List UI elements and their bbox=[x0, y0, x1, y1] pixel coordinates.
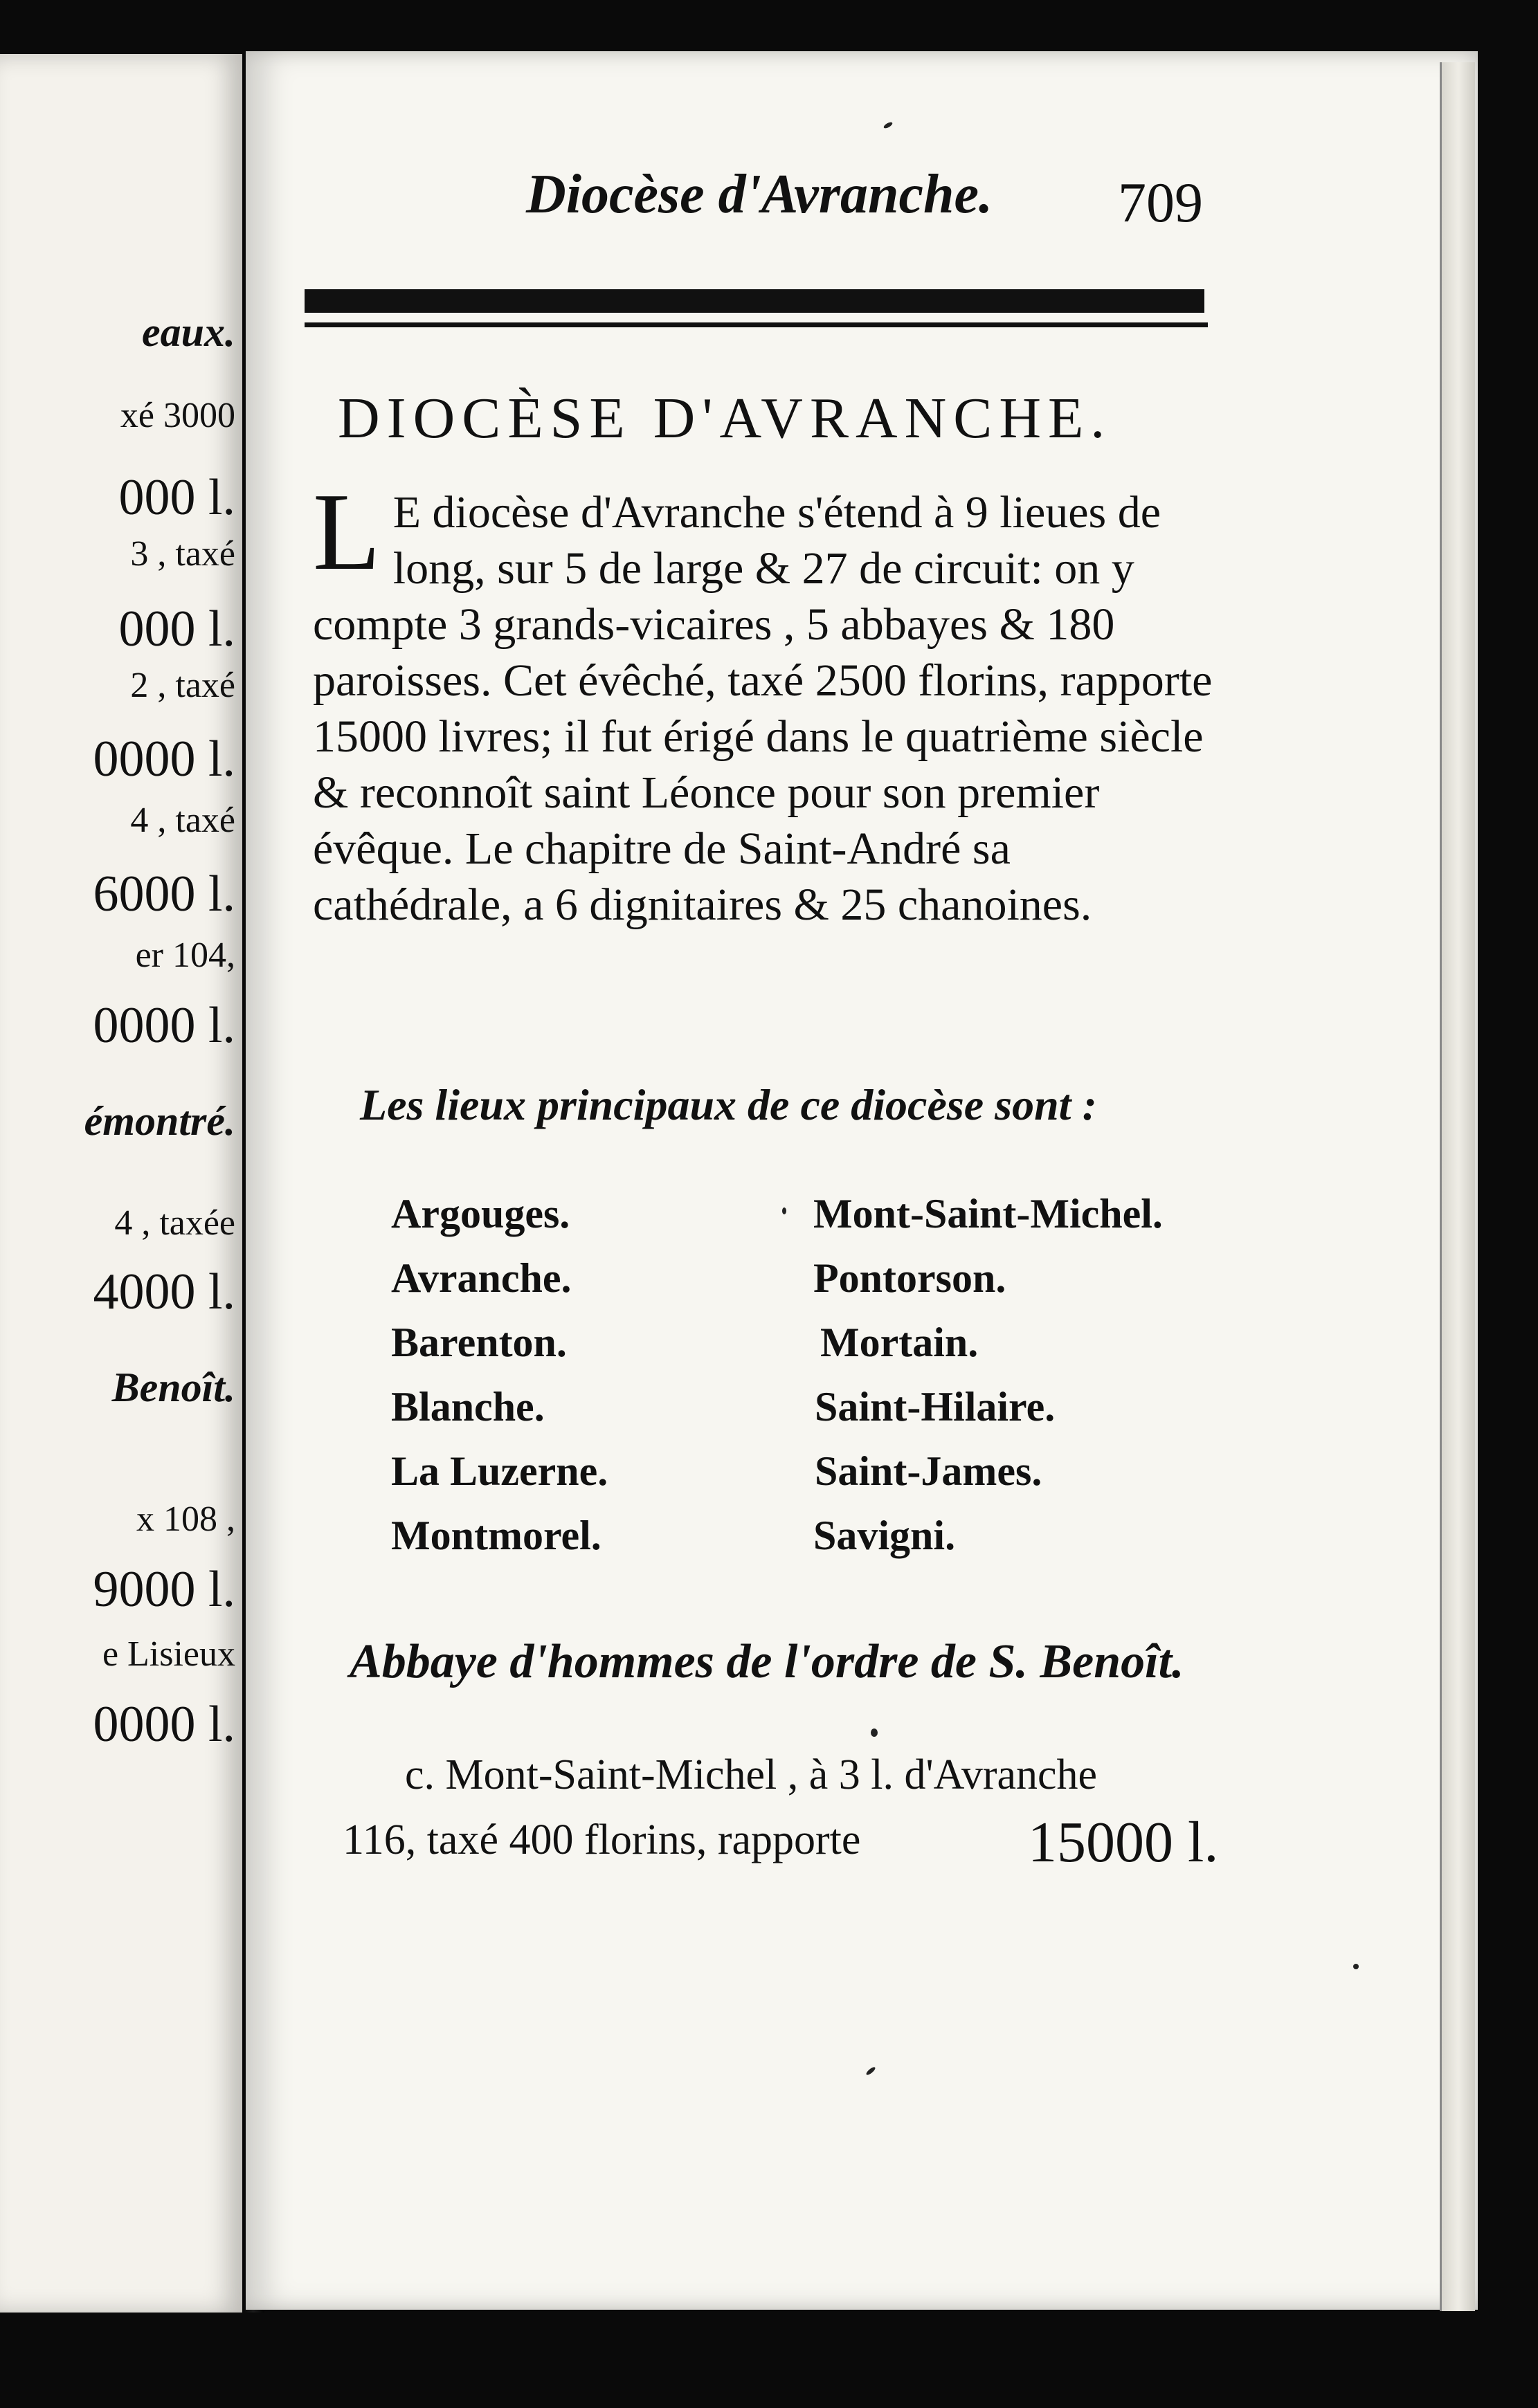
place-right-5: Saint-James. bbox=[815, 1448, 1042, 1494]
place-left-3: Barenton. bbox=[391, 1320, 567, 1365]
place-right-2: Pontorson. bbox=[813, 1255, 1006, 1301]
place-left-2: Avranche. bbox=[391, 1255, 572, 1301]
left-page-line: 0000 l. bbox=[93, 1696, 235, 1753]
left-page-line: 0000 l. bbox=[93, 731, 235, 787]
left-page-line: 4000 l. bbox=[93, 1264, 235, 1320]
left-page-line: 000 l. bbox=[118, 469, 235, 526]
page-edge bbox=[1440, 62, 1475, 2311]
left-page-line: 4 , taxée bbox=[114, 1203, 235, 1243]
place-right-1: Mont-Saint-Michel. bbox=[813, 1191, 1163, 1237]
left-page-line: e Lisieux bbox=[102, 1634, 235, 1674]
places-list bbox=[391, 1190, 1263, 1605]
intro-text: E diocèse d'Avranche s'étend à 9 lieues de long, sur 5 de large & 27 de circuit: on y compte 3 grands-vicaires , 5 abbayes & 180 paroisses. Cet évêché, taxé 2500 florins, rapporte 15000 livres; il fut érigé dans le quatrième siècle & reconnoît saint Léonce pour son premier évêque. Le chapitre de Saint-André sa cathédrale, a 6 dignitaires & 25 chanoines. bbox=[313, 487, 1213, 930]
header-rule-thin bbox=[305, 322, 1208, 327]
left-page-line: er 104, bbox=[135, 936, 235, 975]
place-left-6: Montmorel. bbox=[391, 1513, 601, 1558]
left-page-line: émontré. bbox=[84, 1098, 235, 1144]
left-page-line: 3 , taxé bbox=[130, 534, 235, 574]
place-right-6: Savigni. bbox=[813, 1513, 956, 1558]
left-page-line: eaux. bbox=[142, 309, 235, 355]
left-page-line: x 108 , bbox=[136, 1499, 235, 1539]
running-title: Diocèse d'Avranche. bbox=[526, 164, 993, 225]
place-left-1: Argouges. bbox=[391, 1191, 570, 1237]
paper-speck bbox=[871, 1729, 878, 1737]
place-right-3: Mortain. bbox=[820, 1320, 979, 1365]
paper-speck bbox=[1353, 1964, 1359, 1969]
page-number: 709 bbox=[1118, 171, 1203, 234]
drop-cap: L bbox=[313, 470, 381, 593]
left-page-line: 4 , taxé bbox=[130, 801, 235, 840]
place-left-4: Blanche. bbox=[391, 1384, 545, 1430]
left-page-line: xé 3000 bbox=[120, 396, 235, 435]
abbey-revenue-amount: 15000 l. bbox=[1028, 1810, 1219, 1875]
left-page-line: 9000 l. bbox=[93, 1561, 235, 1618]
abbey-entry-line-1: c. Mont-Saint-Michel , à 3 l. d'Avranche bbox=[405, 1751, 1098, 1798]
chapter-title: DIOCÈSE D'AVRANCHE. bbox=[338, 386, 1112, 450]
left-page-line: 2 , taxé bbox=[130, 666, 235, 705]
abbey-entry-line-2: 116, taxé 400 florins, rapporte bbox=[343, 1816, 861, 1863]
place-right-4: Saint-Hilaire. bbox=[815, 1384, 1056, 1430]
left-page-line: 000 l. bbox=[118, 601, 235, 657]
left-page-line: 0000 l. bbox=[93, 997, 235, 1054]
places-heading: Les lieux principaux de ce diocèse sont : bbox=[360, 1080, 1097, 1129]
place-left-5: La Luzerne. bbox=[391, 1448, 608, 1494]
left-page-line: Benoît. bbox=[111, 1365, 235, 1410]
abbey-heading: Abbaye d'hommes de l'ordre de S. Benoît. bbox=[350, 1635, 1184, 1688]
paper-speck bbox=[782, 1207, 786, 1214]
left-page-line: 6000 l. bbox=[93, 866, 235, 922]
header-rule-thick bbox=[305, 289, 1204, 313]
left-page-fragment bbox=[0, 54, 242, 2313]
intro-paragraph bbox=[313, 470, 1213, 933]
